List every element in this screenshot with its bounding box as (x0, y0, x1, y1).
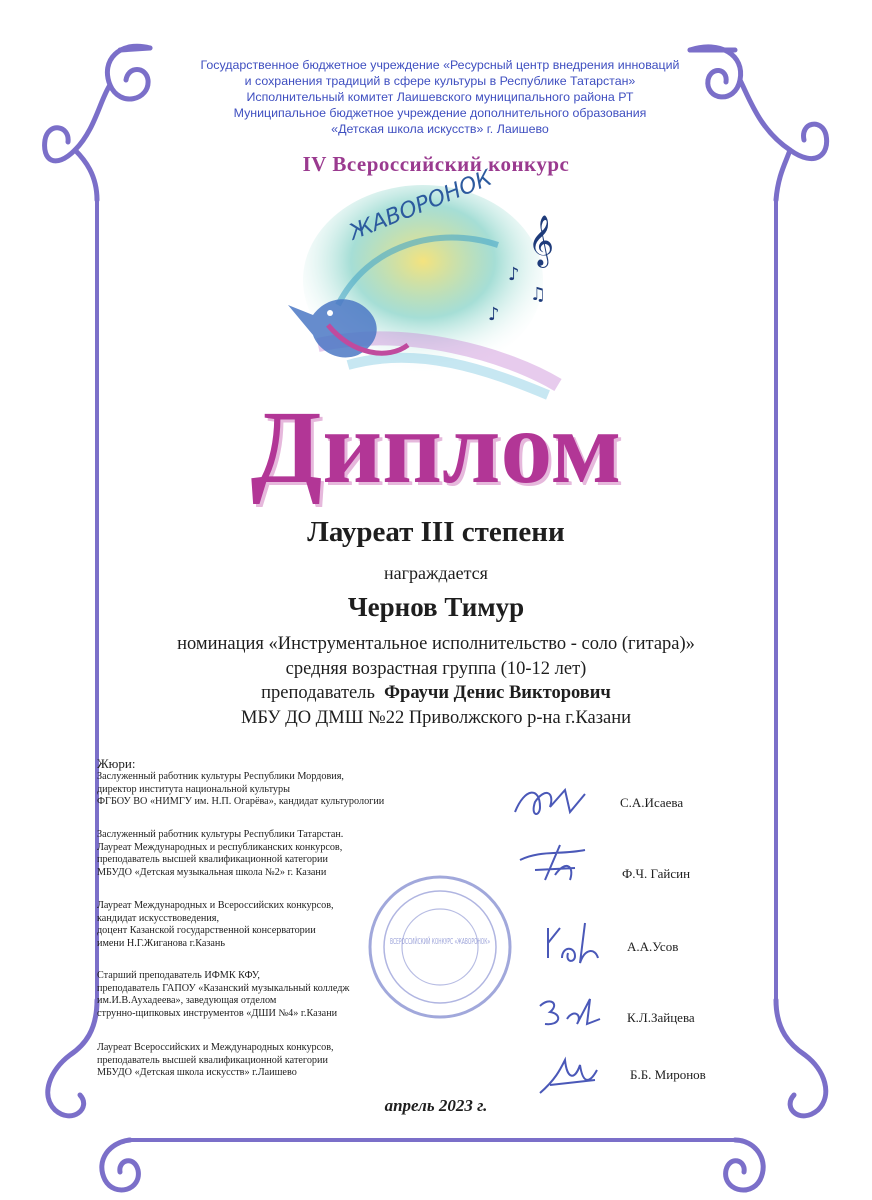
treble-clef-icon: 𝄞 (528, 215, 555, 266)
jury-line: имени Н.Г.Жиганова г.Казань (97, 937, 226, 949)
nomination: номинация «Инструментальное исполнительство - соло (гитара)» (177, 634, 695, 654)
signature-zaitseva (535, 994, 605, 1034)
signature-usov (540, 918, 610, 968)
jury-title: Жюри: (97, 756, 136, 771)
jury-line: Заслуженный работник культуры Республики Мордовия, (97, 771, 344, 782)
jury-member-name: С.А.Исаева (620, 795, 684, 810)
jury-line: МБУДО «Детская музыкальная школа №2» г. Казани (97, 866, 327, 878)
organizer-header (150, 57, 730, 137)
header-line: Исполнительный комитет Лаишевского муниципального района РТ (246, 90, 634, 104)
jury-line: МБУДО «Детская школа искусств» г.Лаишево (97, 1067, 297, 1079)
header-line: и сохранения традиций в сфере культуры в Республике Татарстан» (244, 74, 636, 88)
jury-member-description (97, 1042, 437, 1080)
header-line: «Детская школа искусств» г. Лаишево (331, 122, 549, 136)
jury-member-name: Б.Б. Миронов (630, 1067, 706, 1082)
jury-line: им.И.В.Аухадеева», заведующая отделом (97, 995, 277, 1007)
jury-line: доцент Казанской государственной консерватории (97, 925, 316, 937)
stamp-text: ВСЕРОССИЙСКИЙ КОНКУРС «ЖАВОРОНОК» (390, 937, 573, 946)
jury-line: директор института национальной культуры (97, 783, 290, 795)
awarded-label: награждается (384, 563, 488, 583)
header-line: Государственное бюджетное учреждение «Ресурсный центр внедрения инноваций (200, 58, 680, 72)
signature-gaisin (515, 840, 595, 885)
jury-line: ФГБОУ ВО «НИМГУ им. Н.П. Огарёва», кандидат культурологии (97, 796, 385, 808)
teacher-label: преподаватель (261, 683, 375, 703)
jury-member-name: А.А.Усов (627, 939, 679, 954)
jury-line: преподаватель высшей квалификационной категории (97, 1054, 328, 1066)
recipient-name: Чернов Тимур (347, 592, 525, 622)
logo-text: ЖАВОРОНОК (345, 165, 496, 246)
school-name: МБУ ДО ДМШ №22 Приволжского р-на г.Казани (240, 708, 632, 728)
contest-title: IV Всероссийский конкурс (302, 152, 570, 176)
music-note-icon: ♪ (508, 264, 520, 285)
jury-line: кандидат искусствоведения, (97, 912, 220, 924)
jury-member-name: К.Л.Зайцева (627, 1010, 695, 1025)
jury-line: Заслуженный работник культуры Республики Татарстан. (97, 829, 344, 840)
jury-line: преподаватель высшей квалификационной категории (97, 854, 328, 866)
jury-line: Лауреат Международных и республиканских конкурсов, (97, 841, 343, 853)
teacher-name: Фраучи Денис Викторович (384, 683, 611, 703)
music-note-icon: ♪ (488, 304, 500, 325)
jury-line: преподаватель ГАПОУ «Казанский музыкальный колледж (97, 982, 350, 994)
signature-mironov (535, 1055, 605, 1100)
jury-member-description (97, 771, 437, 809)
laureate-degree: Лауреат III степени (307, 516, 565, 548)
music-note-icon: ♫ (530, 284, 547, 305)
teacher-line (0, 683, 872, 704)
age-group: средняя возрастная группа (10-12 лет) (285, 659, 587, 679)
jury-line: Старший преподаватель ИФМК КФУ, (97, 970, 260, 981)
jury-line: Лауреат Всероссийских и Международных конкурсов, (97, 1042, 334, 1053)
jury-line: струнно-щипковых инструментов «ДШИ №4» г.Казани (97, 1007, 338, 1019)
signature-isaeva (510, 782, 590, 827)
header-line: Муниципальное бюджетное учреждение дополнительного образования (233, 106, 647, 120)
jury-line: Лауреат Международных и Всероссийских конкурсов, (97, 900, 334, 911)
organization-stamp (365, 872, 573, 1022)
diploma-title: Диплом (250, 390, 622, 505)
jury-member-name: Ф.Ч. Гайсин (622, 866, 691, 881)
issue-date: апрель 2023 г. (384, 1096, 488, 1115)
lark-logo (258, 165, 578, 400)
